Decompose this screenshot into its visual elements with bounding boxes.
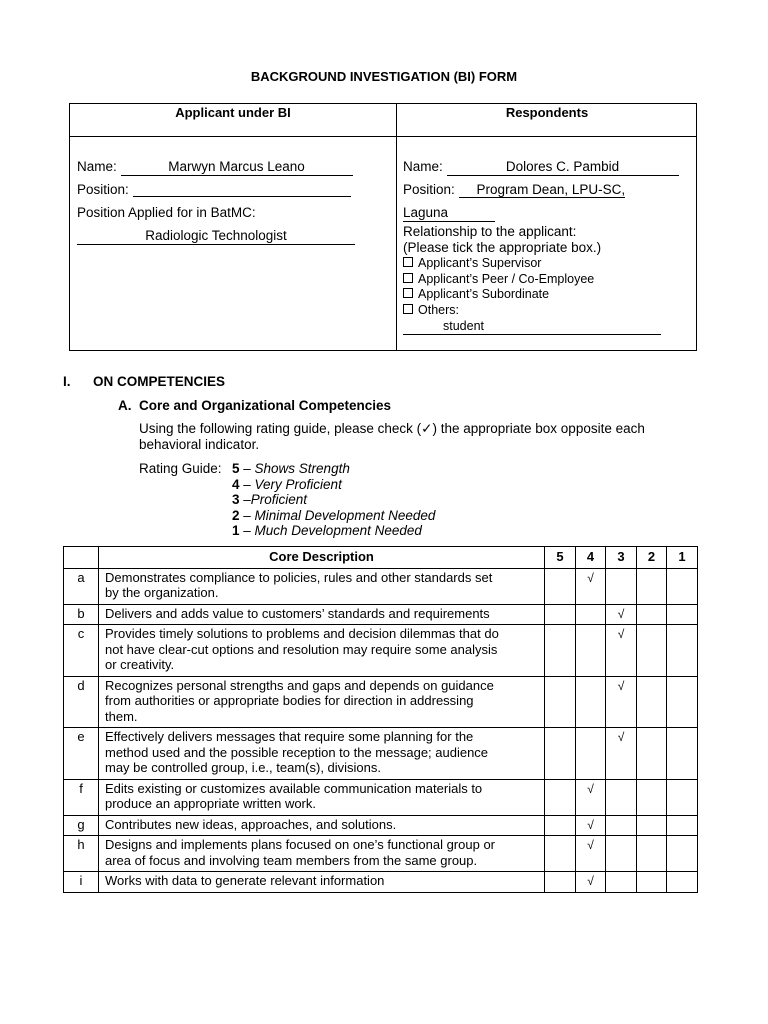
rating-cell-3[interactable] — [606, 815, 637, 836]
rating-cell-2[interactable] — [637, 815, 667, 836]
header-divider — [70, 136, 696, 137]
rating-cell-2[interactable] — [637, 728, 667, 780]
relationship-hint: (Please tick the appropriate box.) — [403, 240, 602, 255]
rating-cell-4[interactable] — [576, 728, 606, 780]
rating-cell-3[interactable] — [606, 568, 637, 604]
checkbox-icon[interactable] — [403, 257, 413, 267]
respondent-position-row — [403, 178, 693, 201]
check-icon: √ — [617, 627, 625, 641]
rating-col-header-3: 3 — [606, 547, 637, 569]
rating-cell-4[interactable] — [576, 625, 606, 677]
row-letter: f — [64, 779, 99, 815]
section-title: ON COMPETENCIES — [93, 374, 226, 389]
row-description: Provides timely solutions to problems and decision dilemmas that do not have clear-cut options and resolution may require some analysis or creativity. — [99, 625, 545, 677]
rating-cell-3[interactable] — [606, 604, 637, 625]
rating-cell-4[interactable] — [576, 779, 606, 815]
row-letter: g — [64, 815, 99, 836]
checkbox-icon[interactable] — [403, 273, 413, 283]
check-icon: √ — [587, 817, 594, 832]
table-row — [64, 728, 698, 780]
row-description: Contributes new ideas, approaches, and solutions. — [99, 815, 545, 836]
core-description-header: Core Description — [99, 547, 545, 569]
column-divider — [396, 104, 397, 350]
rating-cell-3[interactable] — [606, 676, 637, 728]
table-row — [64, 779, 698, 815]
applicant-applied-field[interactable]: Radiologic Technologist — [77, 228, 355, 245]
applicant-applied-row — [77, 224, 367, 247]
check-icon: √ — [617, 678, 625, 693]
rating-cell-5[interactable] — [545, 872, 576, 893]
applicant-details — [77, 155, 367, 247]
row-description: Recognizes personal strengths and gaps and depends on guidance from authorities or appropriate bodies for direction in addressing them. — [99, 676, 545, 728]
rating-cell-1[interactable] — [667, 779, 698, 815]
rating-cell-4[interactable] — [576, 568, 606, 604]
table-row — [64, 604, 698, 625]
check-icon: √ — [587, 874, 594, 888]
row-description: Delivers and adds value to customers’ standards and requirements — [99, 604, 545, 625]
rating-cell-4[interactable] — [576, 815, 606, 836]
rating-cell-2[interactable] — [637, 872, 667, 893]
rating-guide-item: 5 – Shows Strength — [232, 461, 350, 476]
checkbox-icon[interactable] — [403, 288, 413, 298]
checkbox-icon[interactable] — [403, 304, 413, 314]
table-row — [64, 815, 698, 836]
row-letter: i — [64, 872, 99, 893]
relationship-label: Relationship to the applicant: — [403, 224, 577, 239]
rating-cell-4[interactable] — [576, 836, 606, 872]
row-letter: h — [64, 836, 99, 872]
applicant-name-row — [77, 155, 367, 178]
option-subordinate[interactable]: Applicant’s Subordinate — [403, 287, 693, 303]
row-letter: a — [64, 568, 99, 604]
respondent-position-field-2[interactable]: Laguna — [403, 205, 495, 222]
respondent-details — [403, 155, 693, 335]
applicant-position-label: Position: — [77, 182, 129, 197]
table-row — [64, 676, 698, 728]
letter-col-header — [64, 547, 99, 569]
table-row — [64, 872, 698, 893]
rating-cell-5[interactable] — [545, 836, 576, 872]
row-description: Effectively delivers messages that require some planning for the method used and the possible reception to the message; audience may be controlled group, i.e., team(s), divisions. — [99, 728, 545, 780]
row-description: Edits existing or customizes available communication materials to produce an appropriate written work. — [99, 779, 545, 815]
row-letter: c — [64, 625, 99, 677]
option-supervisor[interactable]: Applicant’s Supervisor — [403, 256, 693, 272]
rating-guide-label: Rating Guide: — [139, 461, 222, 476]
check-icon: √ — [617, 730, 625, 744]
rating-cell-5[interactable] — [545, 625, 576, 677]
table-row — [64, 625, 698, 677]
table-row — [64, 568, 698, 604]
applicant-name-label: Name: — [77, 159, 117, 174]
respondent-name-label: Name: — [403, 159, 443, 174]
rating-cell-1[interactable] — [667, 728, 698, 780]
rating-col-header-1: 1 — [667, 547, 698, 569]
rating-col-header-2: 2 — [637, 547, 667, 569]
respondent-position-row-2 — [403, 201, 693, 224]
applicant-position-field[interactable] — [133, 180, 351, 197]
applicant-header: Applicant under BI — [175, 105, 291, 120]
respondent-name-row — [403, 155, 693, 178]
subsection-title: Core and Organizational Competencies — [139, 398, 392, 413]
rating-cell-5[interactable] — [545, 815, 576, 836]
subsection-letter: A. — [118, 398, 132, 413]
rating-cell-1[interactable] — [667, 625, 698, 677]
rating-cell-1[interactable] — [667, 872, 698, 893]
table-row — [64, 836, 698, 872]
row-description: Works with data to generate relevant information — [99, 872, 545, 893]
rating-cell-5[interactable] — [545, 676, 576, 728]
rating-cell-1[interactable] — [667, 815, 698, 836]
rating-guide-list — [232, 461, 435, 539]
applicant-name-field[interactable]: Marwyn Marcus Leano — [121, 159, 353, 176]
check-icon: √ — [587, 838, 594, 852]
rating-cell-2[interactable] — [637, 625, 667, 677]
row-description: Demonstrates compliance to policies, rules and other standards set by the organization. — [99, 568, 545, 604]
rating-cell-4[interactable] — [576, 872, 606, 893]
rating-cell-1[interactable] — [667, 568, 698, 604]
option-peer[interactable]: Applicant’s Peer / Co-Employee — [403, 272, 693, 288]
rating-cell-5[interactable] — [545, 779, 576, 815]
others-row — [403, 318, 693, 335]
rating-cell-2[interactable] — [637, 568, 667, 604]
rating-cell-5[interactable] — [545, 604, 576, 625]
rating-cell-3[interactable] — [606, 779, 637, 815]
row-letter: b — [64, 604, 99, 625]
others-field[interactable]: student — [403, 318, 661, 335]
bi-info-table — [69, 103, 697, 351]
rating-guide-item: 3 –Proficient — [232, 492, 308, 507]
rating-cell-5[interactable] — [545, 728, 576, 780]
rating-cell-5[interactable] — [545, 568, 576, 604]
respondent-position-field-1[interactable]: Program Dean, LPU-SC, — [459, 182, 626, 198]
check-icon: √ — [587, 570, 594, 585]
rating-cell-1[interactable] — [667, 836, 698, 872]
row-letter: e — [64, 728, 99, 780]
rating-cell-3[interactable] — [606, 728, 637, 780]
table-header-row — [64, 547, 698, 569]
rating-col-header-4: 4 — [576, 547, 606, 569]
respondent-position-label: Position: — [403, 182, 455, 197]
instructions: Using the following rating guide, please check (✓) the appropriate box opposite each behavioral indicator. — [139, 421, 645, 452]
form-title: BACKGROUND INVESTIGATION (BI) FORM — [250, 69, 518, 84]
rating-cell-1[interactable] — [667, 676, 698, 728]
relationship-options — [403, 256, 693, 335]
rating-cell-4[interactable] — [576, 604, 606, 625]
rating-cell-3[interactable] — [606, 872, 637, 893]
rating-guide-item: 4 – Very Proficient — [232, 476, 342, 492]
rating-cell-2[interactable] — [637, 779, 667, 815]
rating-cell-3[interactable] — [606, 836, 637, 872]
option-others[interactable]: Others: — [403, 303, 693, 319]
rating-guide-item: 2 – Minimal Development Needed — [232, 507, 436, 523]
row-letter: d — [64, 676, 99, 728]
applicant-position-row — [77, 178, 367, 201]
check-icon: √ — [617, 606, 625, 621]
row-description: Designs and implements plans focused on one’s functional group or area of focus and involving team members from the same group. — [99, 836, 545, 872]
respondent-header: Respondents — [505, 105, 589, 120]
rating-cell-4[interactable] — [576, 676, 606, 728]
applicant-applied-label: Position Applied for in BatMC: — [77, 205, 256, 220]
respondent-name-field[interactable]: Dolores C. Pambid — [447, 159, 679, 176]
rating-cell-2[interactable] — [637, 836, 667, 872]
rating-cell-1[interactable] — [667, 604, 698, 625]
check-icon: √ — [587, 781, 594, 796]
rating-cell-2[interactable] — [637, 604, 667, 625]
rating-guide-item: 1 – Much Development Needed — [232, 523, 422, 538]
rating-col-header-5: 5 — [545, 547, 576, 569]
competency-table — [63, 546, 698, 893]
rating-cell-3[interactable] — [606, 625, 637, 677]
relationship-block — [403, 224, 693, 256]
rating-cell-2[interactable] — [637, 676, 667, 728]
section-number: I. — [63, 374, 71, 389]
